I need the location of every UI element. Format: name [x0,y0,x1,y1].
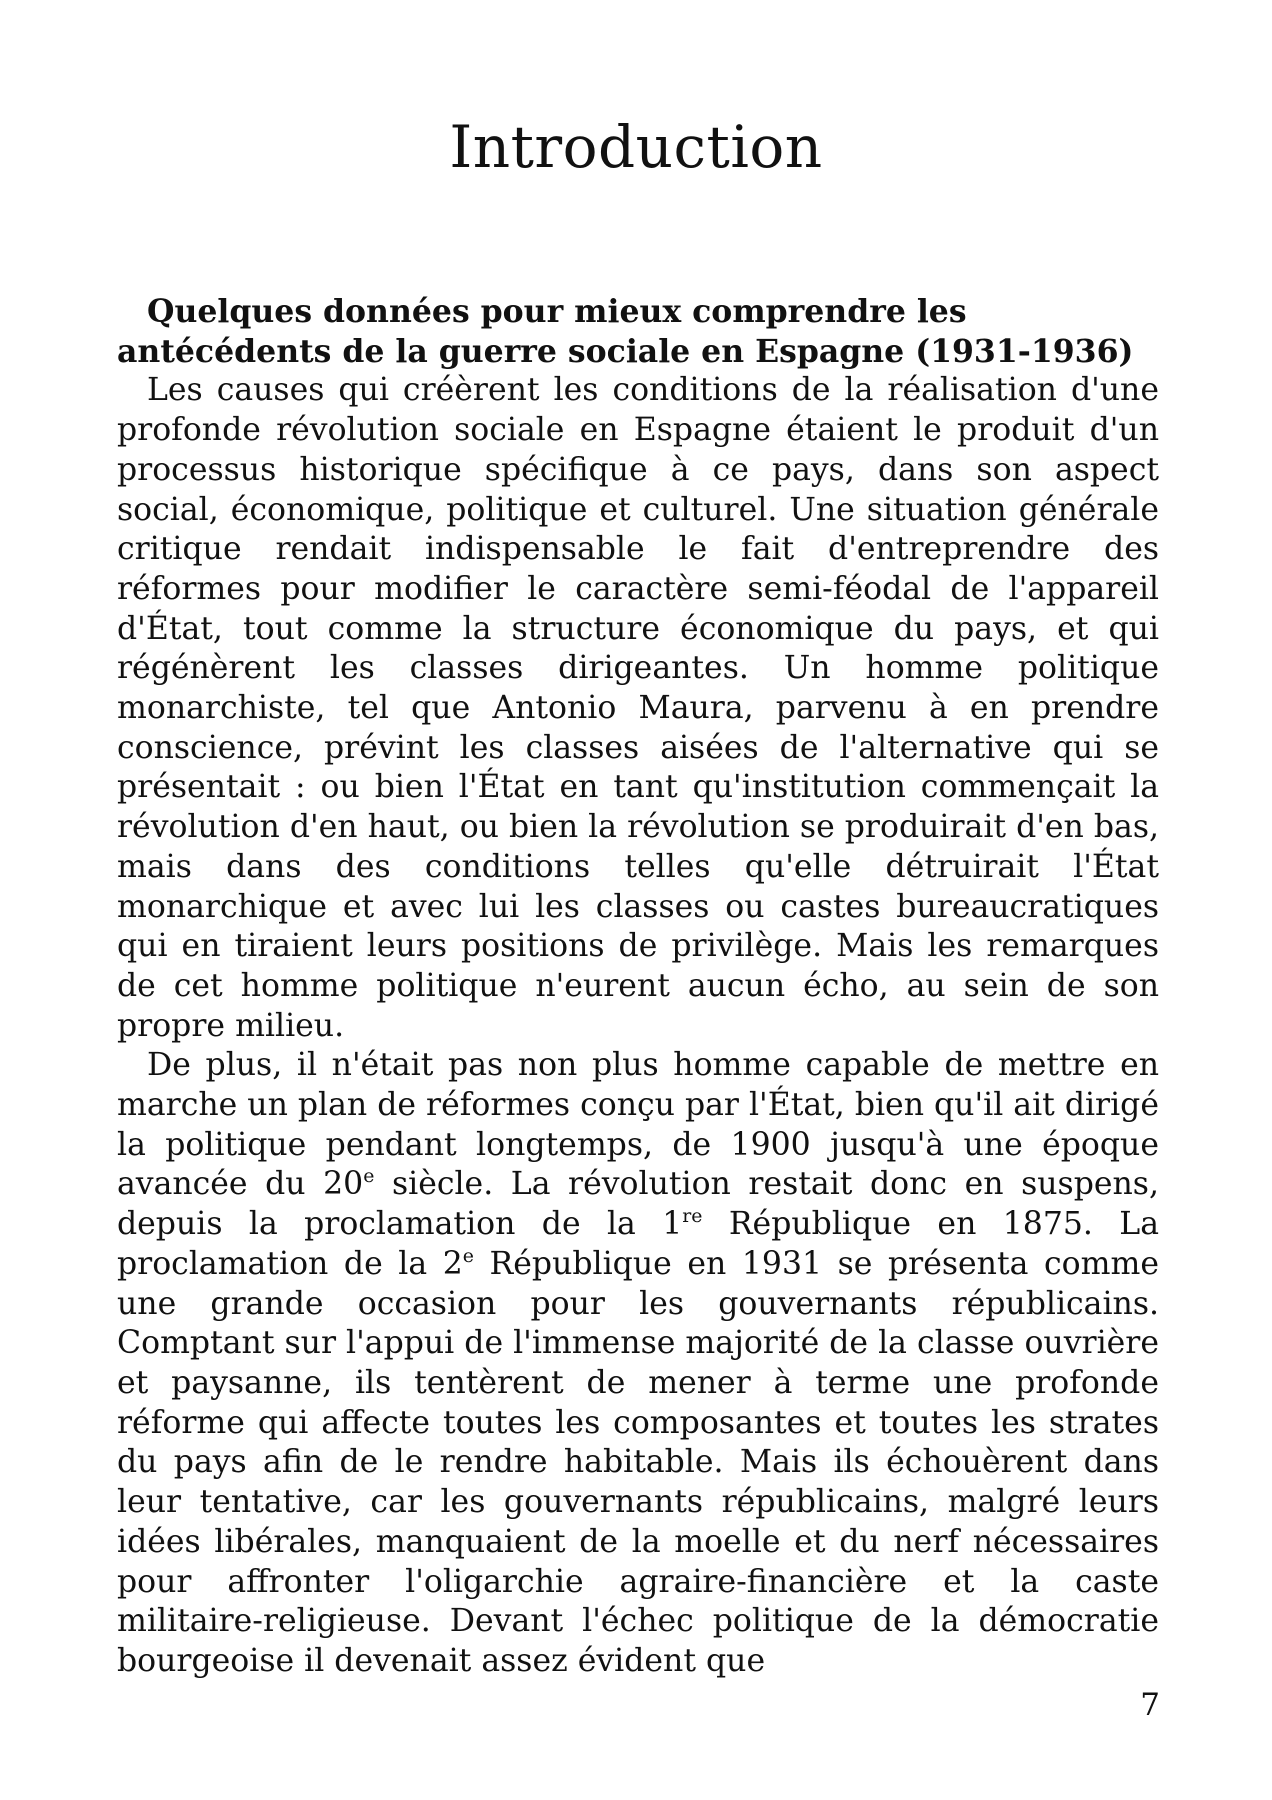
superscript-ordinal: re [682,1204,703,1227]
paragraph-2-part-4: République en 1931 se présenta comme une grande occasion pour les gouvernants républicains. Comptant sur l'appui de l'immense majorité de la classe ouvrière et paysanne, ils tentèrent de mener à terme une profonde réforme qui affecte toutes les composantes et toutes les strates du pays afin de le rendre habitable. Mais ils échouèrent dans leur tentative, car les gouvernants républicains, malgré leurs idées libérales, manquaient de la moelle et du nerf nécessaires pour affronter l'oligarchie agraire-financière et la caste militaire-religieuse. Devant l'échec politique de la démocratie bourgeoise il devenait assez évident que [117,1245,1159,1679]
page-title: Introduction [449,113,823,181]
paragraph-2-part-3: République en 1875. La proclamation de la 2 [117,1206,1159,1282]
paragraph-1: Les causes qui créèrent les conditions de la réalisation d'une profonde révolution sociale en Espagne étaient le produit d'un processus historique spécifique à ce pays, dans son aspect social, économique, politique et culturel. Une situation générale critique rendait indispensable le fait d'entreprendre des réformes pour modifier le caractère semi-féodal de l'appareil d'État, tout comme la structure économique du pays, et qui régénèrent les classes dirigeantes. Un homme politique monarchiste, tel que Antonio Maura, parvenu à en prendre conscience, prévint les classes aisées de l'alternative qui se présentait : ou bien l'État en tant qu'institution commençait la révolution d'en haut, ou bien la révolution se produirait d'en bas, mais dans des conditions telles qu'elle détruirait l'État monarchique et avec lui les classes ou castes bureaucratiques qui en tiraient leurs positions de privilège. Mais les remarques de cet homme politique n'eurent aucun écho, au sein de son propre milieu. [117,372,1159,1044]
paragraph-2-part-2: siècle. La révolution restait donc en suspens, depuis la proclamation de la 1 [117,1166,1159,1243]
superscript-ordinal: e [462,1244,474,1267]
section-heading: Quelques données pour mieux comprendre les antécédents de la guerre sociale en Espagne (1931-1936) [117,293,1134,370]
superscript-ordinal: e [363,1165,375,1188]
paragraph-2 [117,1046,1159,1681]
page-number: 7 [1140,1687,1160,1723]
body-text [117,292,1159,1682]
paragraph-2-part-1: De plus, il n'était pas non plus homme capable de mettre en marche un plan de réformes conçu par l'État, bien qu'il ait dirigé la politique pendant longtemps, de 1900 jusqu'à une époque avancée du 20 [117,1047,1159,1203]
